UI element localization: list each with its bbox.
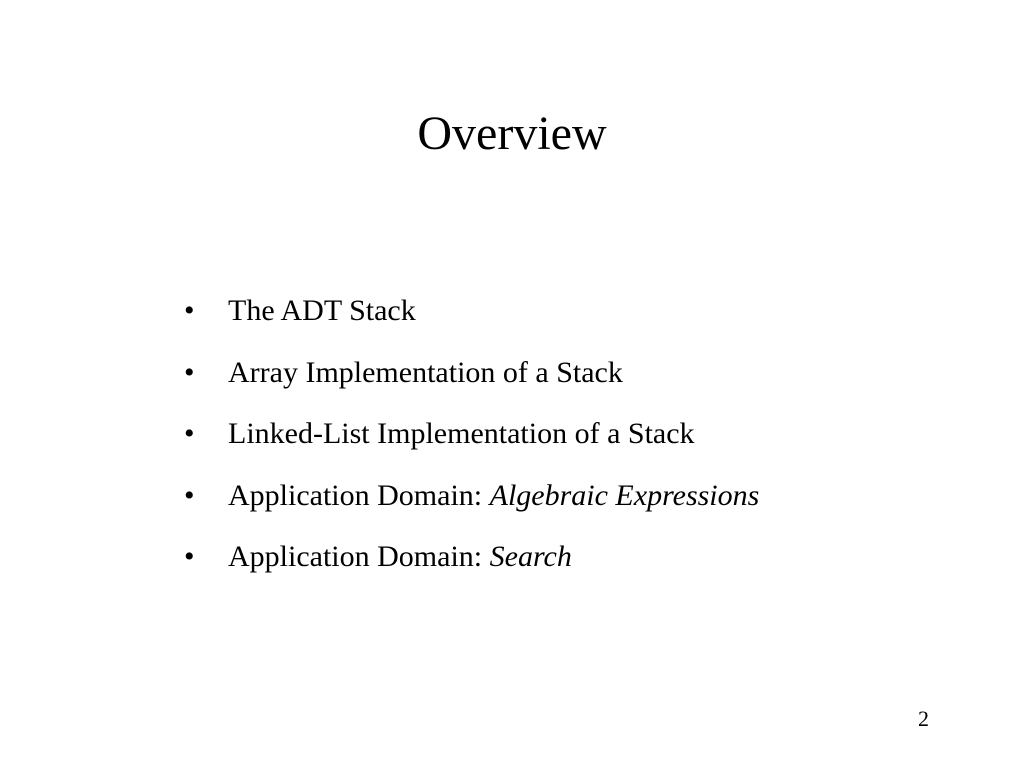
bullet-item <box>184 288 759 350</box>
bullet-dot-icon: • <box>184 540 195 573</box>
page-number: 2 <box>918 706 929 731</box>
bullet-text: Array Implementation of a Stack <box>228 355 623 389</box>
bullet-text: Linked-List Implementation of a Stack <box>228 417 695 450</box>
bullet-list <box>184 288 759 596</box>
bullet-text: Application Domain: <box>228 478 490 512</box>
bullet-emphasis: Algebraic Expressions <box>489 478 760 512</box>
bullet-item <box>184 350 759 412</box>
bullet-item <box>184 473 759 535</box>
bullet-text: Application Domain: <box>228 540 490 573</box>
bullet-item <box>184 534 759 596</box>
bullet-dot-icon: • <box>184 294 195 327</box>
bullet-dot-icon: • <box>184 355 195 389</box>
bullet-item <box>184 411 759 473</box>
slide-title: Overview <box>417 107 607 160</box>
bullet-dot-icon: • <box>184 478 195 512</box>
bullet-emphasis: Search <box>489 540 572 573</box>
bullet-dot-icon: • <box>184 417 195 450</box>
bullet-text: The ADT Stack <box>228 294 416 327</box>
